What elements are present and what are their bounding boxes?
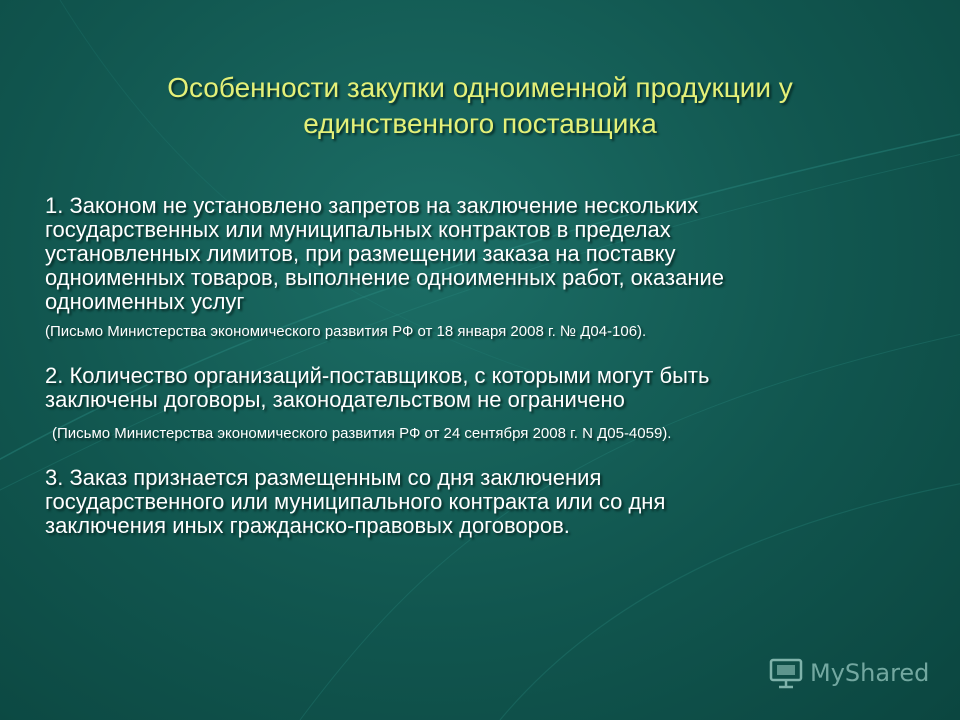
point-2 bbox=[45, 364, 905, 412]
point-line: заключения иных гражданско-правовых договоров. bbox=[45, 513, 570, 538]
slide-body bbox=[45, 194, 905, 538]
reference-2: (Письмо Министерства экономического развития РФ от 24 сентября 2008 г. N Д05-4059). bbox=[52, 425, 672, 442]
point-line: государственных или муниципальных контрактов в пределах bbox=[45, 217, 671, 242]
reference-1: (Письмо Министерства экономического развития РФ от 18 января 2008 г. № Д04-106). bbox=[45, 323, 647, 340]
watermark-logo bbox=[768, 656, 929, 690]
watermark-text: MyShared bbox=[810, 659, 930, 687]
title-line: единственного поставщика bbox=[303, 108, 657, 139]
point-line: государственного или муниципального контракта или со дня bbox=[45, 489, 666, 514]
slide-title bbox=[60, 70, 900, 142]
presentation-screen-icon bbox=[768, 656, 804, 690]
point-line: заключены договоры, законодательством не ограничено bbox=[45, 387, 625, 412]
point-1 bbox=[45, 194, 905, 314]
point-line: 2. Количество организаций-поставщиков, с которыми могут быть bbox=[45, 363, 710, 388]
point-line: установленных лимитов, при размещении заказа на поставку bbox=[45, 241, 676, 266]
point-line: 1. Законом не установлено запретов на заключение нескольких bbox=[45, 193, 699, 218]
point-line: 3. Заказ признается размещенным со дня заключения bbox=[45, 465, 602, 490]
title-line: Особенности закупки одноименной продукции у bbox=[167, 72, 793, 103]
point-line: одноименных услуг bbox=[45, 289, 245, 314]
point-line: одноименных товаров, выполнение одноименных работ, оказание bbox=[45, 265, 725, 290]
point-3 bbox=[45, 466, 905, 538]
